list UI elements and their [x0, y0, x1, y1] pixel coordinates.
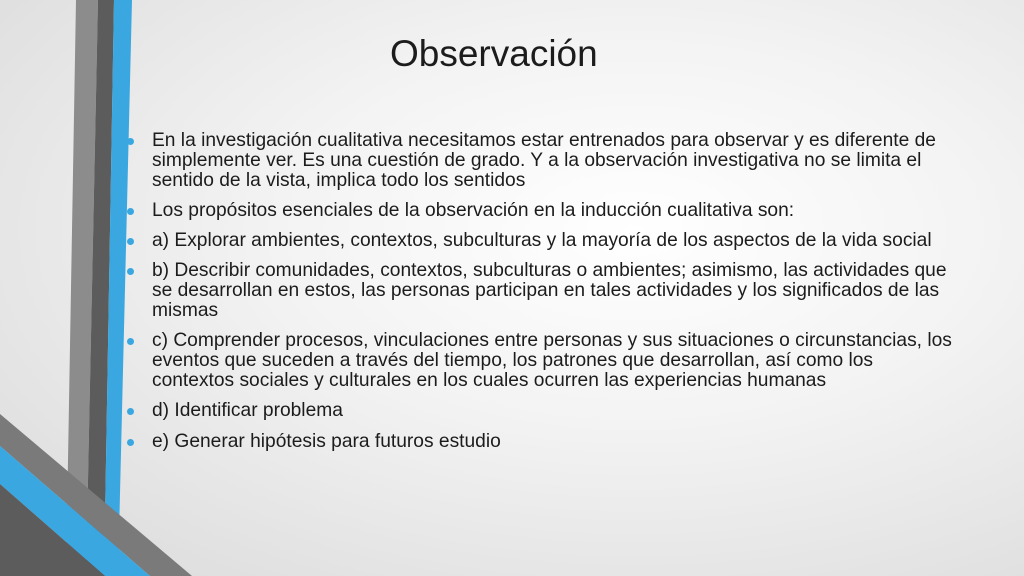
bullet-item	[127, 131, 957, 190]
bullet-list	[127, 131, 957, 462]
bullet-dot-icon	[127, 238, 134, 245]
bullet-text: c) Comprender procesos, vinculaciones entre personas y sus situaciones o circunstancias, los eventos que suceden a través del tiempo, los patrones que desarrollan, así como los contextos sociales y culturales en los cuales ocurren las experiencias humanas	[152, 330, 952, 391]
bullet-dot-icon	[127, 208, 134, 215]
bullet-text: En la investigación cualitativa necesitamos estar entrenados para observar y es diferente de simplemente ver. Es una cuestión de grado. Y a la observación investigativa no se limita el sentido de la vista, implica todo los sentidos	[152, 130, 936, 191]
bullet-item	[127, 231, 957, 251]
bullet-dot-icon	[127, 268, 134, 275]
bullet-dot-icon	[127, 408, 134, 415]
bullet-text: Los propósitos esenciales de la observación en la inducción cualitativa son:	[152, 199, 795, 221]
bullet-dot-icon	[127, 338, 134, 345]
bullet-item	[127, 331, 957, 390]
bullet-text: d) Identificar problema	[152, 400, 343, 422]
bullet-text: a) Explorar ambientes, contextos, subculturas y la mayoría de los aspectos de la vida social	[152, 230, 932, 252]
bullet-item	[127, 432, 957, 452]
bullet-item	[127, 261, 957, 320]
bullet-dot-icon	[127, 138, 134, 145]
bullet-text: e) Generar hipótesis para futuros estudio	[152, 430, 501, 452]
slide-title: Observación	[390, 33, 598, 74]
bullet-item	[127, 401, 957, 421]
bullet-item	[127, 201, 957, 221]
bullet-text: b) Describir comunidades, contextos, subculturas o ambientes; asimismo, las actividades que se desarrollan en estos, las personas participan en tales actividades y los significados de las mismas	[152, 260, 947, 322]
bullet-dot-icon	[127, 439, 134, 446]
